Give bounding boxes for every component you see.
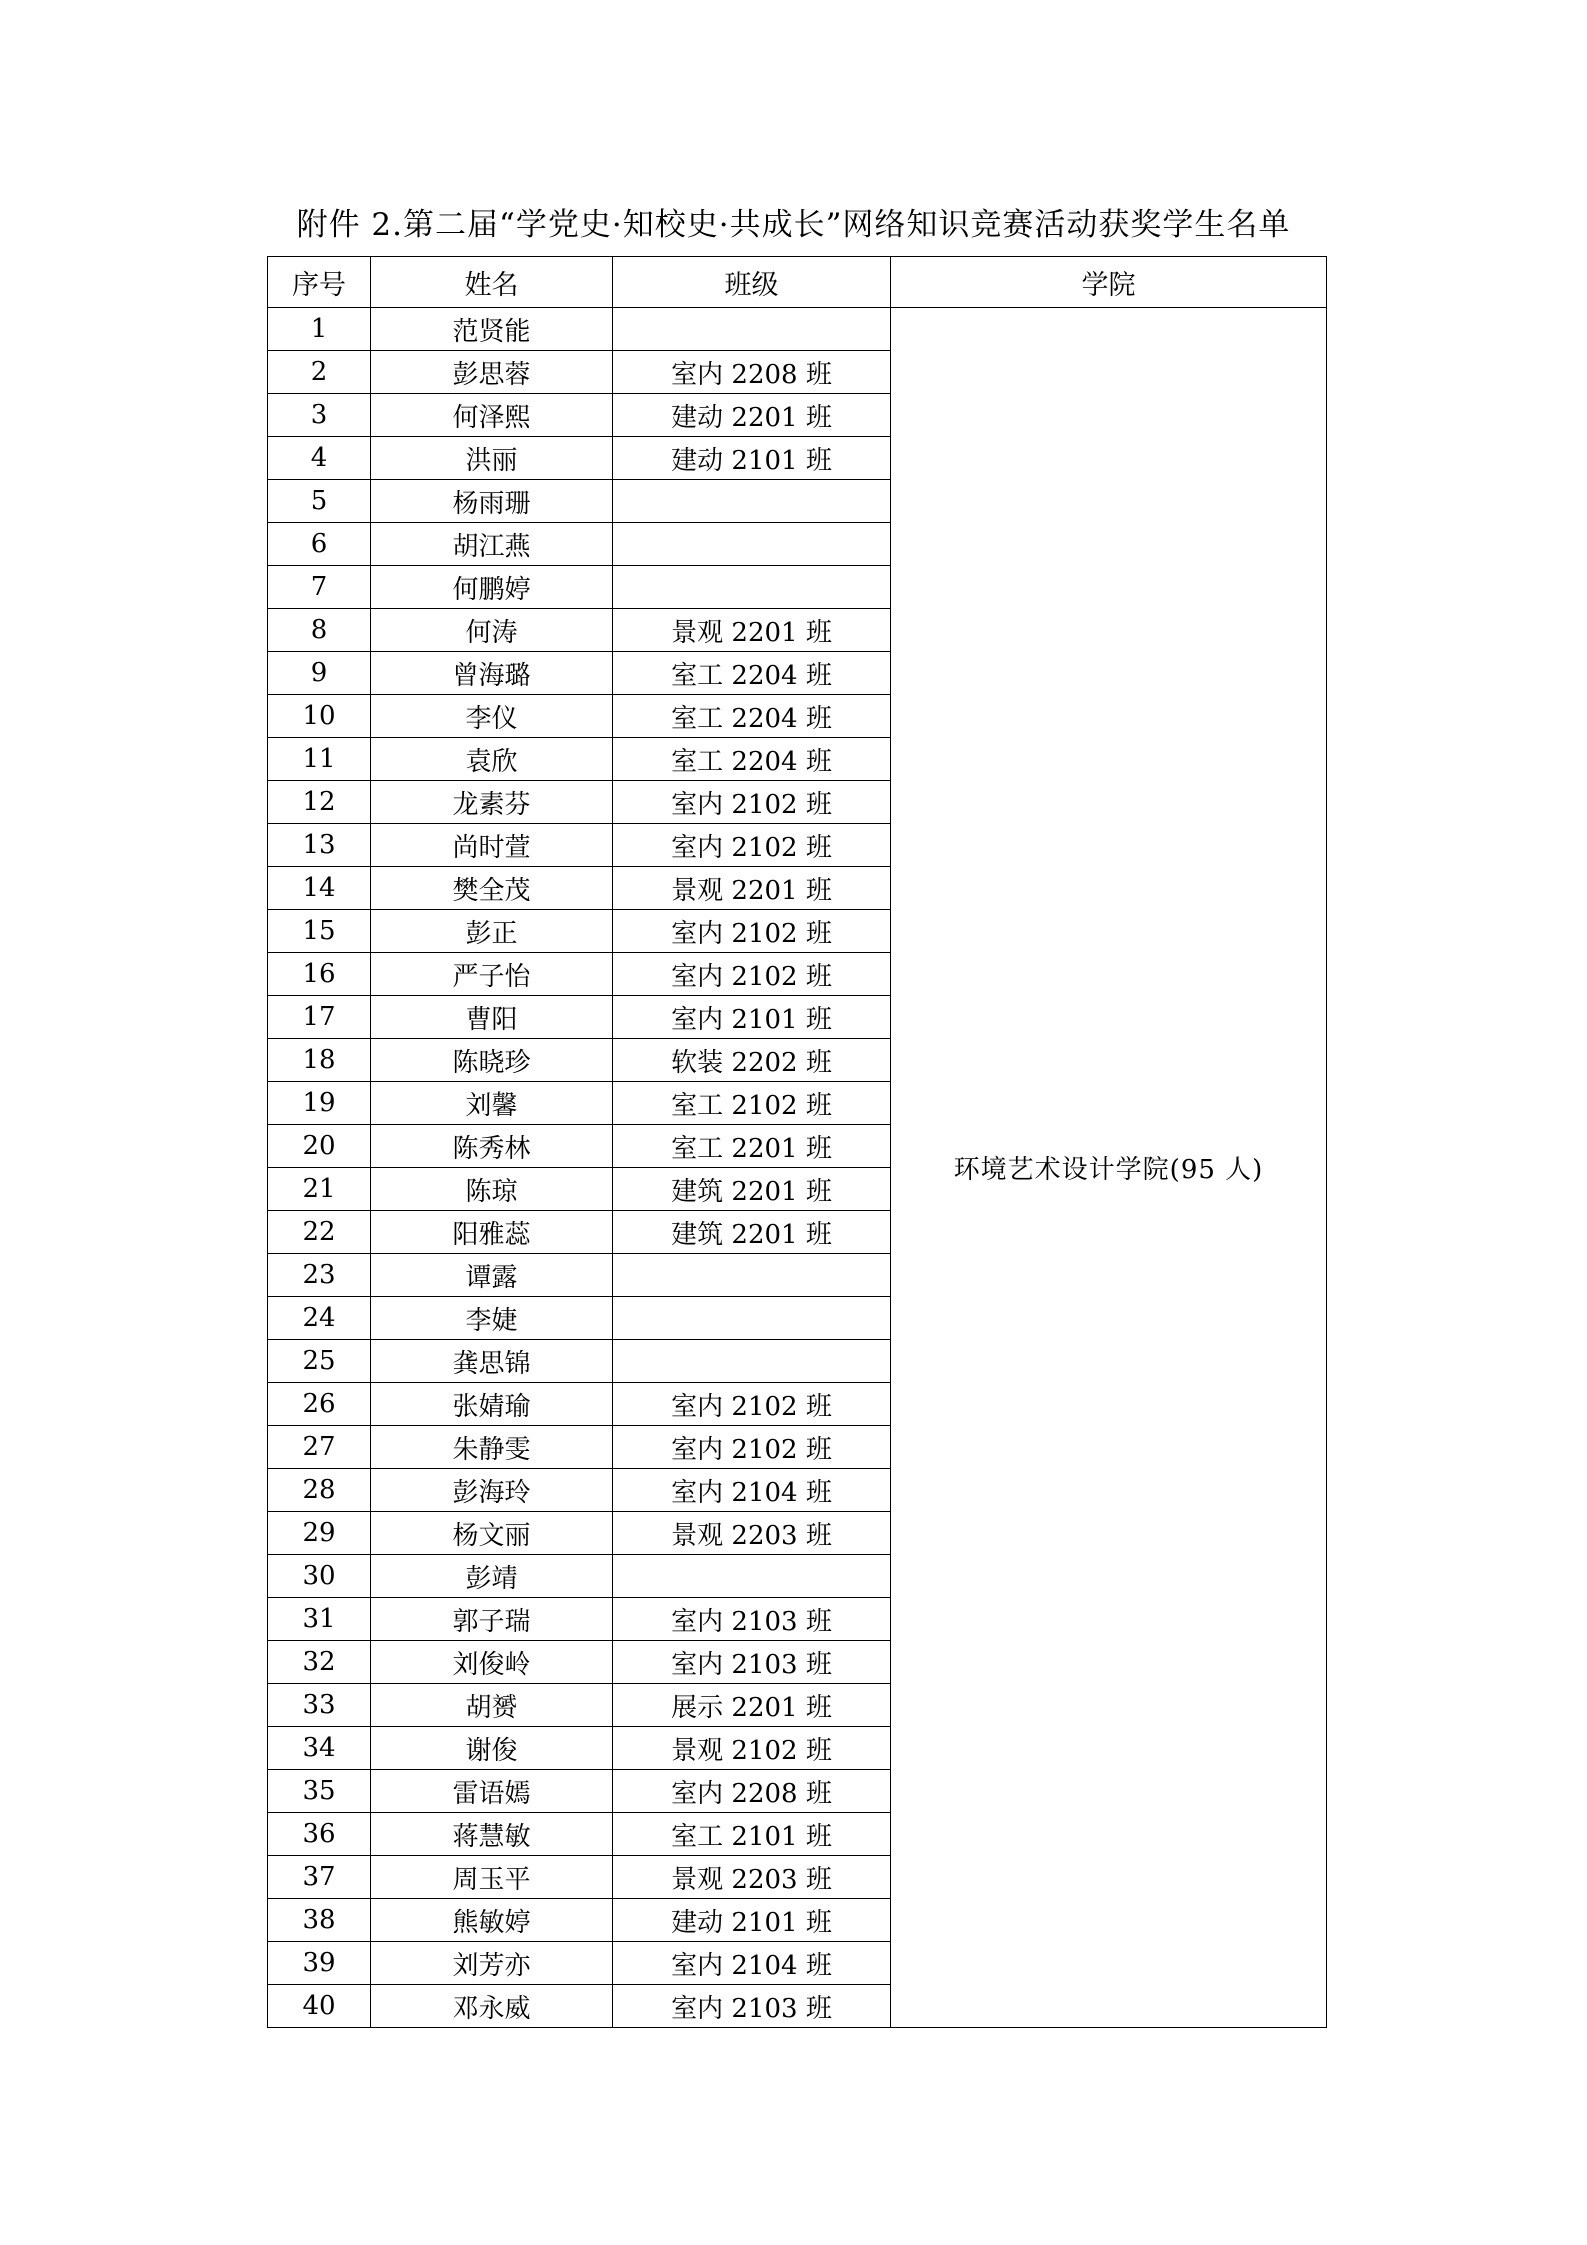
- seq-cell: 30: [268, 1555, 371, 1598]
- name-cell: 龙素芬: [371, 781, 613, 824]
- seq-cell: 7: [268, 566, 371, 609]
- name-cell: 何鹏婷: [371, 566, 613, 609]
- seq-cell: 39: [268, 1942, 371, 1985]
- seq-cell: 27: [268, 1426, 371, 1469]
- name-cell: 陈秀林: [371, 1125, 613, 1168]
- seq-cell: 16: [268, 953, 371, 996]
- class-cell: [613, 308, 891, 351]
- seq-cell: 17: [268, 996, 371, 1039]
- name-cell: 彭靖: [371, 1555, 613, 1598]
- class-cell: 室内 2103 班: [613, 1985, 891, 2028]
- name-cell: 刘馨: [371, 1082, 613, 1125]
- seq-cell: 33: [268, 1684, 371, 1727]
- seq-cell: 20: [268, 1125, 371, 1168]
- seq-cell: 19: [268, 1082, 371, 1125]
- seq-cell: 2: [268, 351, 371, 394]
- class-cell: 软装 2202 班: [613, 1039, 891, 1082]
- name-cell: 袁欣: [371, 738, 613, 781]
- seq-cell: 10: [268, 695, 371, 738]
- name-cell: 谭露: [371, 1254, 613, 1297]
- class-cell: [613, 1297, 891, 1340]
- class-cell: 室工 2204 班: [613, 738, 891, 781]
- seq-cell: 9: [268, 652, 371, 695]
- table-header: [268, 257, 1327, 308]
- name-cell: 樊全茂: [371, 867, 613, 910]
- class-cell: 建动 2101 班: [613, 1899, 891, 1942]
- class-cell: 景观 2203 班: [613, 1512, 891, 1555]
- seq-cell: 25: [268, 1340, 371, 1383]
- name-cell: 彭海玲: [371, 1469, 613, 1512]
- table-row: [268, 308, 1327, 351]
- name-cell: 谢俊: [371, 1727, 613, 1770]
- class-cell: 室内 2102 班: [613, 953, 891, 996]
- seq-cell: 26: [268, 1383, 371, 1426]
- seq-cell: 11: [268, 738, 371, 781]
- name-cell: 曹阳: [371, 996, 613, 1039]
- class-cell: 室内 2102 班: [613, 1426, 891, 1469]
- seq-cell: 3: [268, 394, 371, 437]
- college-cell: 环境艺术设计学院(95 人): [891, 308, 1327, 2028]
- name-cell: 陈晓珍: [371, 1039, 613, 1082]
- name-cell: 朱静雯: [371, 1426, 613, 1469]
- seq-cell: 31: [268, 1598, 371, 1641]
- class-cell: 室工 2101 班: [613, 1813, 891, 1856]
- name-cell: 李婕: [371, 1297, 613, 1340]
- header-class: 班级: [613, 257, 891, 308]
- seq-cell: 37: [268, 1856, 371, 1899]
- seq-cell: 38: [268, 1899, 371, 1942]
- class-cell: [613, 1555, 891, 1598]
- seq-cell: 1: [268, 308, 371, 351]
- name-cell: 李仪: [371, 695, 613, 738]
- class-cell: 室工 2102 班: [613, 1082, 891, 1125]
- class-cell: [613, 480, 891, 523]
- name-cell: 刘俊岭: [371, 1641, 613, 1684]
- class-cell: 建筑 2201 班: [613, 1168, 891, 1211]
- header-name: 姓名: [371, 257, 613, 308]
- name-cell: 彭思蓉: [371, 351, 613, 394]
- header-college: 学院: [891, 257, 1327, 308]
- class-cell: 室内 2102 班: [613, 781, 891, 824]
- class-cell: 景观 2203 班: [613, 1856, 891, 1899]
- name-cell: 张婧瑜: [371, 1383, 613, 1426]
- seq-cell: 29: [268, 1512, 371, 1555]
- name-cell: 洪丽: [371, 437, 613, 480]
- seq-cell: 28: [268, 1469, 371, 1512]
- header-seq: 序号: [268, 257, 371, 308]
- name-cell: 彭正: [371, 910, 613, 953]
- table-body: [268, 308, 1327, 2028]
- seq-cell: 13: [268, 824, 371, 867]
- seq-cell: 21: [268, 1168, 371, 1211]
- seq-cell: 14: [268, 867, 371, 910]
- seq-cell: 35: [268, 1770, 371, 1813]
- name-cell: 龚思锦: [371, 1340, 613, 1383]
- name-cell: 郭子瑞: [371, 1598, 613, 1641]
- name-cell: 何涛: [371, 609, 613, 652]
- name-cell: 杨文丽: [371, 1512, 613, 1555]
- name-cell: 范贤能: [371, 308, 613, 351]
- name-cell: 胡江燕: [371, 523, 613, 566]
- name-cell: 胡赟: [371, 1684, 613, 1727]
- name-cell: 严子怡: [371, 953, 613, 996]
- name-cell: 刘芳亦: [371, 1942, 613, 1985]
- header-row: [268, 257, 1327, 308]
- seq-cell: 22: [268, 1211, 371, 1254]
- document-title: 附件 2.第二届“学党史·知校史·共成长”网络知识竞赛活动获奖学生名单: [296, 207, 1291, 243]
- name-cell: 曾海璐: [371, 652, 613, 695]
- name-cell: 陈琼: [371, 1168, 613, 1211]
- class-cell: [613, 523, 891, 566]
- class-cell: 室内 2102 班: [613, 1383, 891, 1426]
- seq-cell: 18: [268, 1039, 371, 1082]
- class-cell: 景观 2102 班: [613, 1727, 891, 1770]
- class-cell: 室工 2204 班: [613, 652, 891, 695]
- class-cell: 室内 2101 班: [613, 996, 891, 1039]
- class-cell: 室内 2104 班: [613, 1942, 891, 1985]
- seq-cell: 8: [268, 609, 371, 652]
- seq-cell: 24: [268, 1297, 371, 1340]
- class-cell: 室内 2103 班: [613, 1598, 891, 1641]
- class-cell: 室工 2204 班: [613, 695, 891, 738]
- name-cell: 尚时萱: [371, 824, 613, 867]
- seq-cell: 5: [268, 480, 371, 523]
- name-cell: 何泽熙: [371, 394, 613, 437]
- class-cell: [613, 1254, 891, 1297]
- seq-cell: 36: [268, 1813, 371, 1856]
- award-roster-table: [267, 256, 1327, 2028]
- seq-cell: 23: [268, 1254, 371, 1297]
- class-cell: 室内 2102 班: [613, 910, 891, 953]
- name-cell: 雷语嫣: [371, 1770, 613, 1813]
- class-cell: [613, 1340, 891, 1383]
- name-cell: 邓永威: [371, 1985, 613, 2028]
- class-cell: 室内 2208 班: [613, 1770, 891, 1813]
- seq-cell: 40: [268, 1985, 371, 2028]
- seq-cell: 15: [268, 910, 371, 953]
- class-cell: 景观 2201 班: [613, 609, 891, 652]
- class-cell: 建动 2101 班: [613, 437, 891, 480]
- class-cell: 建动 2201 班: [613, 394, 891, 437]
- name-cell: 熊敏婷: [371, 1899, 613, 1942]
- class-cell: 室工 2201 班: [613, 1125, 891, 1168]
- class-cell: 室内 2104 班: [613, 1469, 891, 1512]
- class-cell: 室内 2208 班: [613, 351, 891, 394]
- seq-cell: 6: [268, 523, 371, 566]
- class-cell: 室内 2103 班: [613, 1641, 891, 1684]
- seq-cell: 4: [268, 437, 371, 480]
- class-cell: 展示 2201 班: [613, 1684, 891, 1727]
- name-cell: 阳雅蕊: [371, 1211, 613, 1254]
- name-cell: 周玉平: [371, 1856, 613, 1899]
- class-cell: 建筑 2201 班: [613, 1211, 891, 1254]
- name-cell: 蒋慧敏: [371, 1813, 613, 1856]
- class-cell: 室内 2102 班: [613, 824, 891, 867]
- seq-cell: 12: [268, 781, 371, 824]
- seq-cell: 32: [268, 1641, 371, 1684]
- seq-cell: 34: [268, 1727, 371, 1770]
- name-cell: 杨雨珊: [371, 480, 613, 523]
- class-cell: 景观 2201 班: [613, 867, 891, 910]
- class-cell: [613, 566, 891, 609]
